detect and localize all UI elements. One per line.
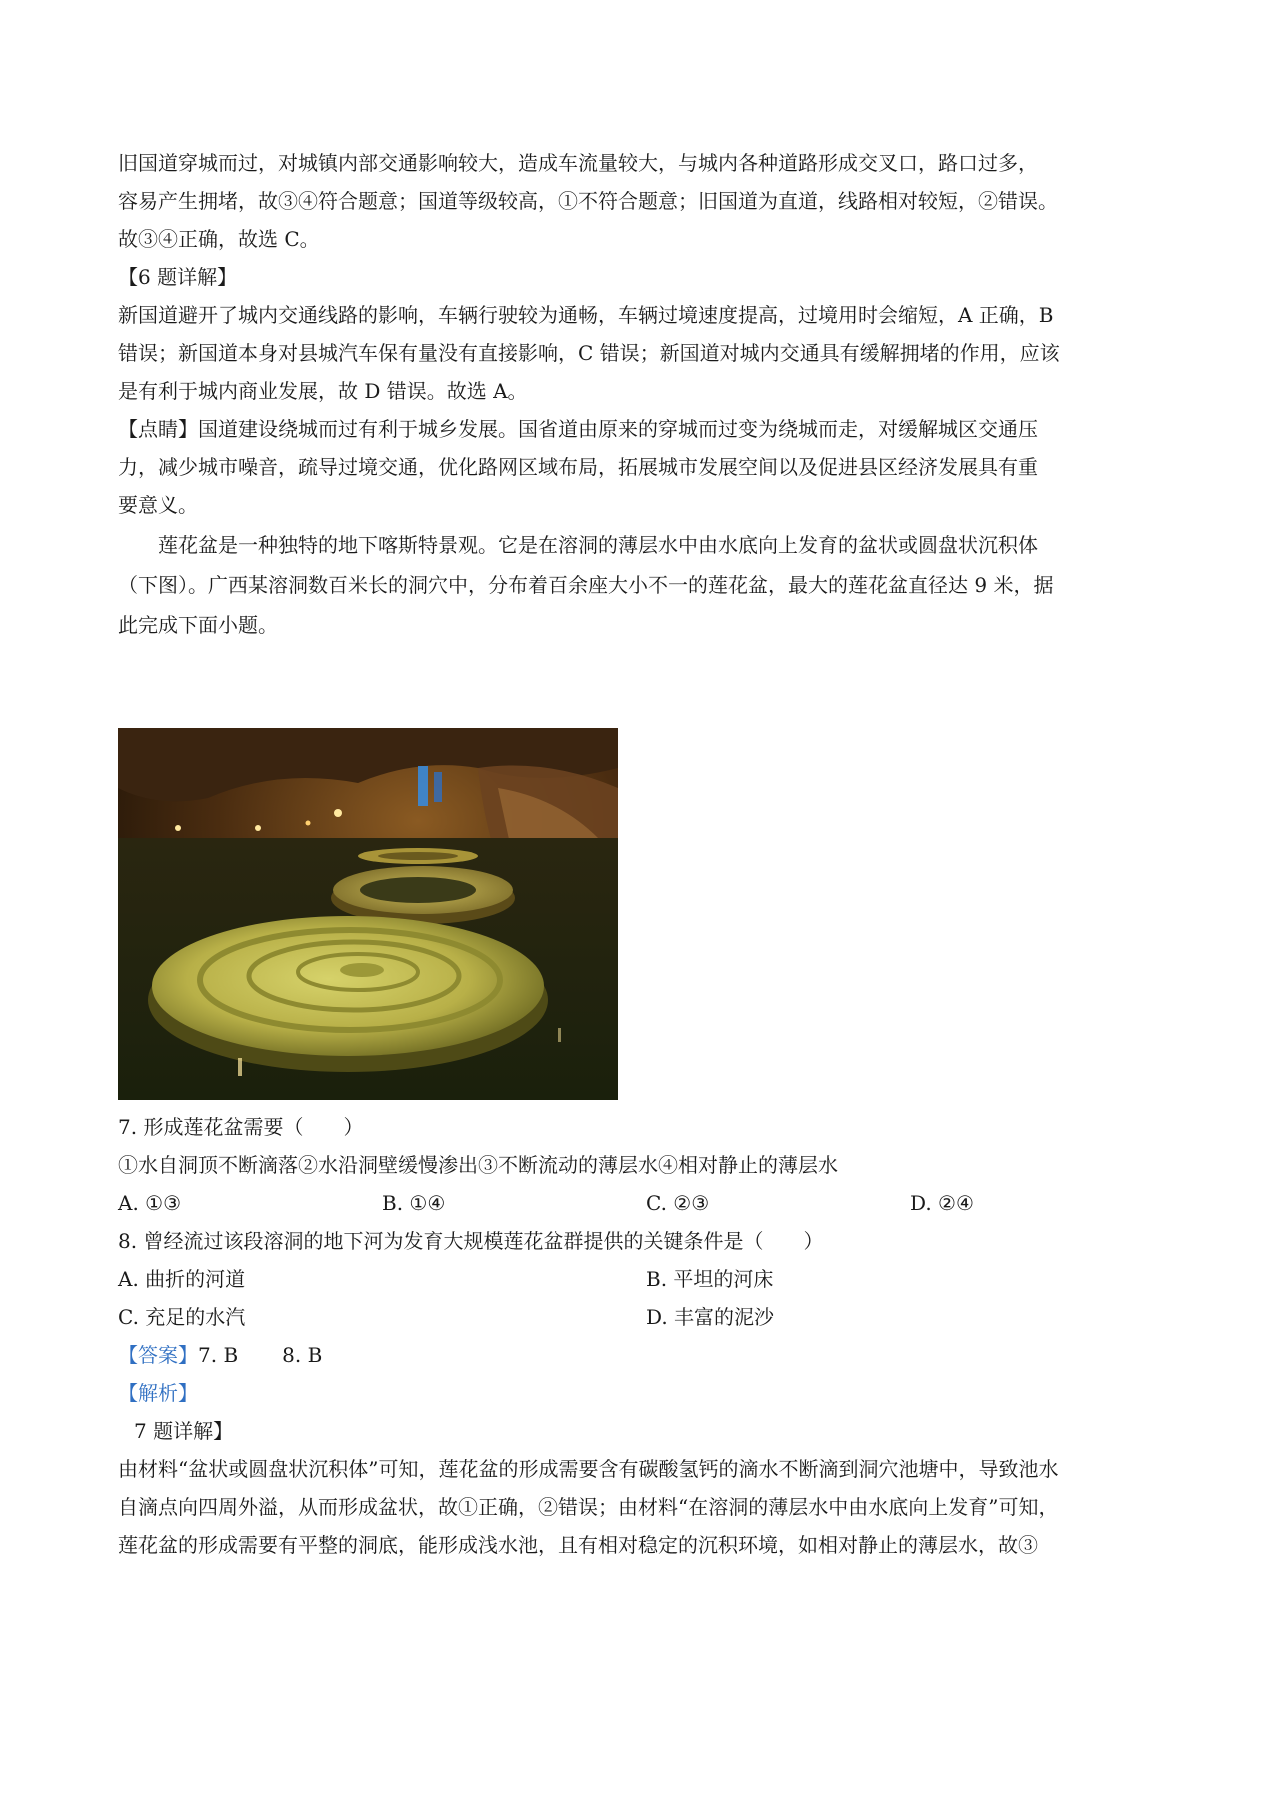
q6-heading: 【6 题详解】 [118,265,238,289]
q7-items: ①水自洞顶不断滴落②水沿洞壁缓慢渗出③不断流动的薄层水④相对静止的薄层水 [118,1153,838,1177]
q7-option-a: A. ①③ [118,1191,182,1215]
q8-option-b: B. 平坦的河床 [646,1267,774,1291]
q8-option-d: D. 丰富的泥沙 [646,1305,775,1329]
q8-stem: 8. 曾经流过该段溶洞的地下河为发育大规模莲花盆群提供的关键条件是（ ） [118,1229,824,1253]
dianjing-line: 【点睛】国道建设绕城而过有利于城乡发展。国省道由原来的穿城而过变为绕城而走，对缓解城区交通压 [118,417,1038,441]
answer-label: 【答案】 [118,1343,198,1367]
q8-option-c: C. 充足的水汽 [118,1305,246,1329]
q7-detail-line: 由材料“盆状或圆盘状沉积体”可知，莲花盆的形成需要含有碳酸氢钙的滴水不断滴到洞穴池塘中，导致池水 [118,1457,1059,1481]
paragraph-line: 故③④正确，故选 C。 [118,227,320,251]
paragraph-line: 新国道避开了城内交通线路的影响，车辆行驶较为通畅，车辆过境速度提高，过境用时会缩短，A 正确，B [118,303,1054,327]
q7-detail-line: 莲花盆的形成需要有平整的洞底，能形成浅水池，且有相对稳定的沉积环境，如相对静止的薄层水，故③ [118,1533,1038,1557]
q7-option-c: C. ②③ [646,1191,710,1215]
q7-option-b: B. ①④ [382,1191,446,1215]
paragraph-line: 错误；新国道本身对县城汽车保有量没有直接影响，C 错误；新国道对城内交通具有缓解拥堵的作用，应该 [118,341,1060,365]
material-line: 莲花盆是一种独特的地下喀斯特景观。它是在溶洞的薄层水中由水底向上发育的盆状或圆盘状沉积体 [158,533,1038,557]
answer-7: 7. B [198,1343,239,1367]
q7-stem: 7. 形成莲花盆需要（ ） [118,1115,364,1139]
paragraph-line: 是有利于城内商业发展，故 D 错误。故选 A。 [118,379,528,403]
dianjing-line: 要意义。 [118,493,198,517]
analysis-label: 【解析】 [118,1381,198,1405]
material-line: （下图）。广西某溶洞数百米长的洞穴中，分布着百余座大小不一的莲花盆，最大的莲花盆直径达 9 米，据 [118,573,1054,597]
answer-8: 8. B [282,1343,323,1367]
cave-lotus-basin-photo [118,728,618,1100]
material-line: 此完成下面小题。 [118,613,278,637]
paragraph-line: 旧国道穿城而过，对城镇内部交通影响较大，造成车流量较大，与城内各种道路形成交叉口，路口过多， [118,151,1038,175]
q8-option-a: A. 曲折的河道 [118,1267,246,1291]
q7-option-d: D. ②④ [910,1191,974,1215]
dianjing-line: 力，减少城市噪音，疏导过境交通，优化路网区域布局，拓展城市发展空间以及促进县区经济发展具有重 [118,455,1038,479]
q7-detail-line: 自滴点向四周外溢，从而形成盆状，故①正确，②错误；由材料“在溶洞的薄层水中由水底向上发育”可知， [118,1495,1059,1519]
answer-line [118,1340,322,1370]
paragraph-line: 容易产生拥堵，故③④符合题意；国道等级较高，①不符合题意；旧国道为直道，线路相对较短，②错误。 [118,189,1058,213]
q7-heading: 7 题详解】 [134,1419,234,1443]
